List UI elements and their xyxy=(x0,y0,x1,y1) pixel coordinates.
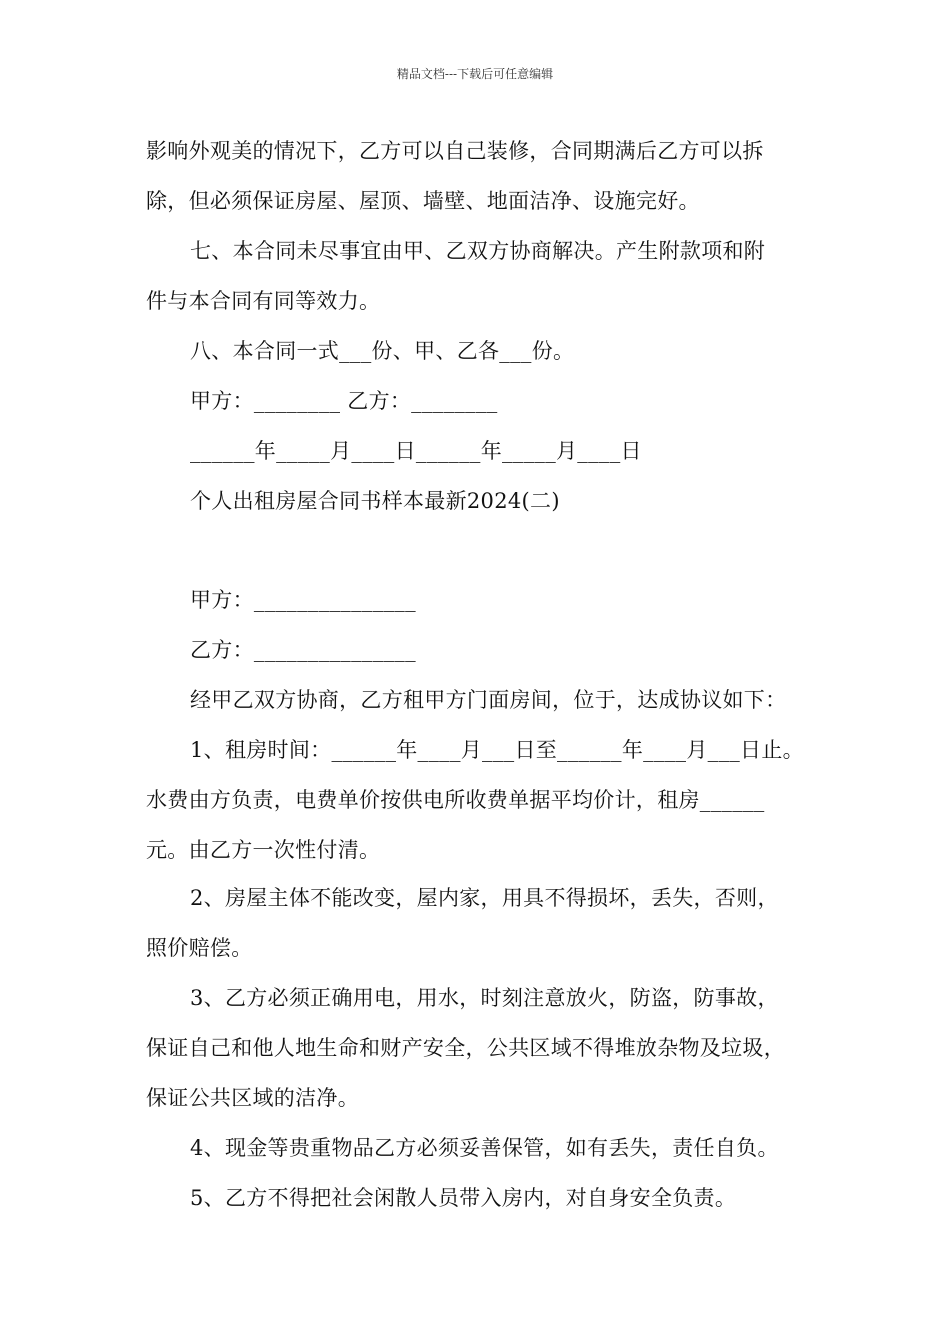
party-a-field: 甲方：_______________ xyxy=(190,588,416,612)
text-line-continuation: 除，但必须保证房屋、屋顶、墙壁、地面洁净、设施完好。 xyxy=(146,189,700,213)
signature-dates: ______年_____月____日______年_____月____日 xyxy=(190,439,642,463)
clause-three: 3、乙方必须正确用电，用水，时刻注意放火，防盗，防事故， xyxy=(190,986,779,1010)
text-line-continuation: 保证自己和他人地生命和财产安全，公共区域不得堆放杂物及垃圾， xyxy=(146,1036,785,1060)
clause-eight: 八、本合同一式___份、甲、乙各___份。 xyxy=(190,339,575,363)
clause-seven: 七、本合同未尽事宜由甲、乙双方协商解决。产生附款项和附 xyxy=(190,239,766,263)
party-b-field: 乙方：_______________ xyxy=(190,638,416,662)
text-line-continuation: 照价赔偿。 xyxy=(146,936,253,960)
agreement-intro: 经甲乙双方协商，乙方租甲方门面房间，位于，达成协议如下： xyxy=(190,688,787,712)
clause-two: 2、房屋主体不能改变，屋内家，用具不得损坏，丢失，否则， xyxy=(190,886,779,910)
signature-parties: 甲方：________ 乙方：________ xyxy=(190,389,498,413)
text-line-continuation: 件与本合同有同等效力。 xyxy=(146,289,381,313)
clause-four: 4、现金等贵重物品乙方必须妥善保管，如有丢失，责任自负。 xyxy=(190,1136,779,1160)
section-title: 个人出租房屋合同书样本最新2024(二) xyxy=(190,489,560,513)
clause-five: 5、乙方不得把社会闲散人员带入房内，对自身安全负责。 xyxy=(190,1186,737,1210)
clause-one: 1、租房时间：______年____月___日至______年____月___日止。 xyxy=(190,738,804,762)
text-line-continuation: 元。由乙方一次性付清。 xyxy=(146,838,381,862)
page-header: 精品文档---下载后可任意编辑 xyxy=(396,67,554,81)
text-line-continuation: 影响外观美的情况下，乙方可以自己装修，合同期满后乙方可以拆 xyxy=(146,139,764,163)
text-line-continuation: 保证公共区域的洁净。 xyxy=(146,1086,359,1110)
text-line-continuation: 水费由方负责，电费单价按供电所收费单据平均价计，租房______ xyxy=(146,788,765,812)
